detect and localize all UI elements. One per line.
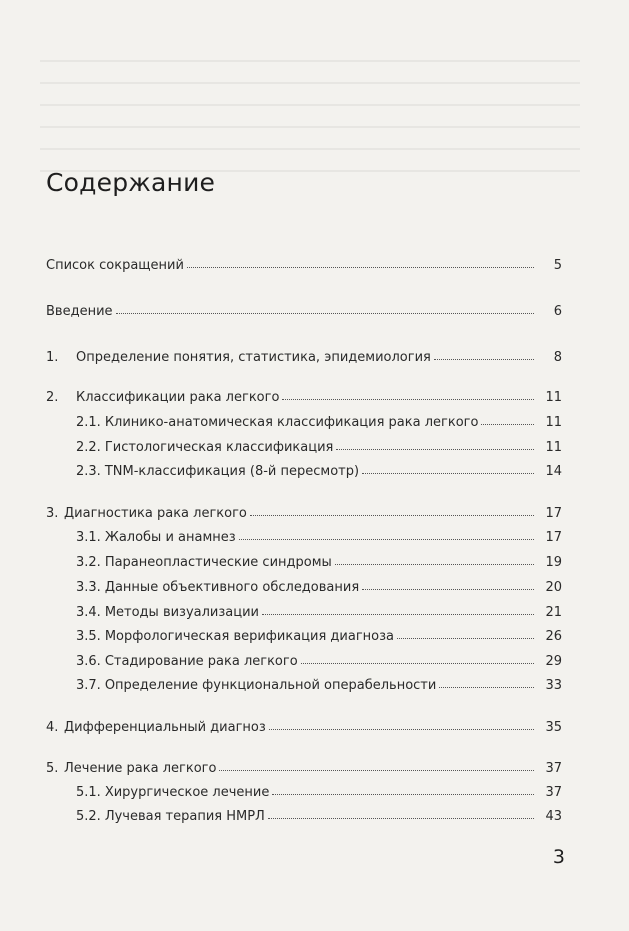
toc-entry-page: 29 xyxy=(545,654,562,669)
toc-entry-label: Данные объективного обследования xyxy=(104,580,360,595)
toc-entry-label: Морфологическая верификация диагноза xyxy=(104,629,394,644)
toc-entry-page: 17 xyxy=(545,530,562,545)
toc-leader-dots xyxy=(434,349,534,360)
toc-entry-page: 35 xyxy=(545,720,562,735)
toc-entry-label: Определение функциональной операбельности xyxy=(104,678,437,693)
toc-entry xyxy=(46,605,562,625)
toc-leader-dots xyxy=(187,257,534,268)
toc-leader-dots xyxy=(301,653,534,664)
toc-entry-page: 5 xyxy=(553,258,562,273)
toc-entry-number: 3. xyxy=(46,506,59,521)
toc-leader-dots xyxy=(439,677,534,688)
toc-entry-label: Лечение рака легкого xyxy=(64,761,217,776)
toc-entry-label: Лучевая терапия НМРЛ xyxy=(104,809,265,824)
toc-entry-page: 17 xyxy=(545,506,562,521)
toc-leader-dots xyxy=(335,554,534,565)
toc-entry-label: Жалобы и анамнез xyxy=(104,530,236,545)
toc-entry-page: 33 xyxy=(545,678,562,693)
toc-entry-label: TNM-классификация (8-й пересмотр) xyxy=(104,464,360,479)
toc-entry-page: 43 xyxy=(545,809,562,824)
page-title: Содержание xyxy=(46,168,216,197)
toc-entry xyxy=(46,440,562,460)
toc-entry-number: 2.1. xyxy=(76,415,101,430)
toc-leader-dots xyxy=(268,808,534,819)
toc-entry-page: 37 xyxy=(545,761,562,776)
toc-entry-page: 8 xyxy=(553,350,562,365)
toc-entry xyxy=(46,629,562,649)
toc-entry-label: Дифференциальный диагноз xyxy=(64,720,266,735)
toc-entry-label: Клинико-анатомическая классификация рака легкого xyxy=(104,415,479,430)
toc-entry xyxy=(46,809,562,829)
toc-entry-page: 37 xyxy=(545,785,562,800)
toc-leader-dots xyxy=(116,303,534,314)
toc-leader-dots xyxy=(336,439,534,450)
toc-entry xyxy=(46,555,562,575)
toc-entry xyxy=(46,258,562,278)
toc-leader-dots xyxy=(272,784,534,795)
toc-entry xyxy=(46,720,562,740)
toc-entry xyxy=(46,350,562,370)
toc-entry-number: 3.5. xyxy=(76,629,101,644)
toc-entry-page: 19 xyxy=(545,555,562,570)
toc-entry-number: 3.6. xyxy=(76,654,101,669)
toc-entry-number: 4. xyxy=(46,720,59,735)
page-number: 3 xyxy=(552,846,565,868)
toc-entry-number: 5.1. xyxy=(76,785,101,800)
toc-entry xyxy=(46,654,562,674)
toc-entry-label: Методы визуализации xyxy=(104,605,260,620)
toc-entry-page: 11 xyxy=(545,390,562,405)
toc-entry-number: 3.7. xyxy=(76,678,101,693)
toc-entry xyxy=(46,580,562,600)
toc-entry-label: Диагностика рака легкого xyxy=(64,506,247,521)
toc-entry xyxy=(46,304,562,324)
toc-entry xyxy=(46,415,562,435)
toc-entry-number: 3.1. xyxy=(76,530,101,545)
toc-entry-label: Паранеопластические синдромы xyxy=(104,555,332,570)
toc-leader-dots xyxy=(397,628,534,639)
toc-entry-number: 2.2. xyxy=(76,440,101,455)
toc-entry xyxy=(46,464,562,484)
toc-entry-label: Гистологическая классификация xyxy=(104,440,334,455)
toc-entry xyxy=(46,390,562,410)
toc-entry-number: 3.4. xyxy=(76,605,101,620)
toc-leader-dots xyxy=(269,719,534,730)
toc-entry-page: 26 xyxy=(545,629,562,644)
toc-entry xyxy=(46,785,562,805)
toc-leader-dots xyxy=(250,505,534,516)
toc-leader-dots xyxy=(481,414,534,425)
toc-leader-dots xyxy=(262,604,534,615)
toc-entry-page: 11 xyxy=(545,440,562,455)
toc-entry-label: Хирургическое лечение xyxy=(104,785,270,800)
toc-leader-dots xyxy=(362,463,534,474)
toc-entry-page: 21 xyxy=(545,605,562,620)
toc-entry xyxy=(46,678,562,698)
toc-entry-label: Стадирование рака легкого xyxy=(104,654,298,669)
toc-entry-number: 2.3. xyxy=(76,464,101,479)
toc-entry xyxy=(46,761,562,781)
toc-entry-label: Введение xyxy=(46,304,113,319)
toc-entry-number: 5.2. xyxy=(76,809,101,824)
toc-entry-number: 3.3. xyxy=(76,580,101,595)
toc-entry-page: 20 xyxy=(545,580,562,595)
toc-entry-number: 2. xyxy=(46,390,59,405)
toc-entry-number: 3.2. xyxy=(76,555,101,570)
toc-entry xyxy=(46,530,562,550)
toc-leader-dots xyxy=(219,760,534,771)
toc-entry-number: 5. xyxy=(46,761,59,776)
toc-entry-page: 11 xyxy=(545,415,562,430)
toc-entry xyxy=(46,506,562,526)
toc-entry-number: 1. xyxy=(46,350,59,365)
toc-entry-label: Классификации рака легкого xyxy=(76,390,280,405)
toc-entry-page: 14 xyxy=(545,464,562,479)
toc-entry-label: Определение понятия, статистика, эпидемиология xyxy=(76,350,431,365)
toc-leader-dots xyxy=(362,579,534,590)
toc-leader-dots xyxy=(282,389,534,400)
toc-entry-label: Список сокращений xyxy=(46,258,184,273)
toc-leader-dots xyxy=(239,529,534,540)
toc-entry-page: 6 xyxy=(553,304,562,319)
